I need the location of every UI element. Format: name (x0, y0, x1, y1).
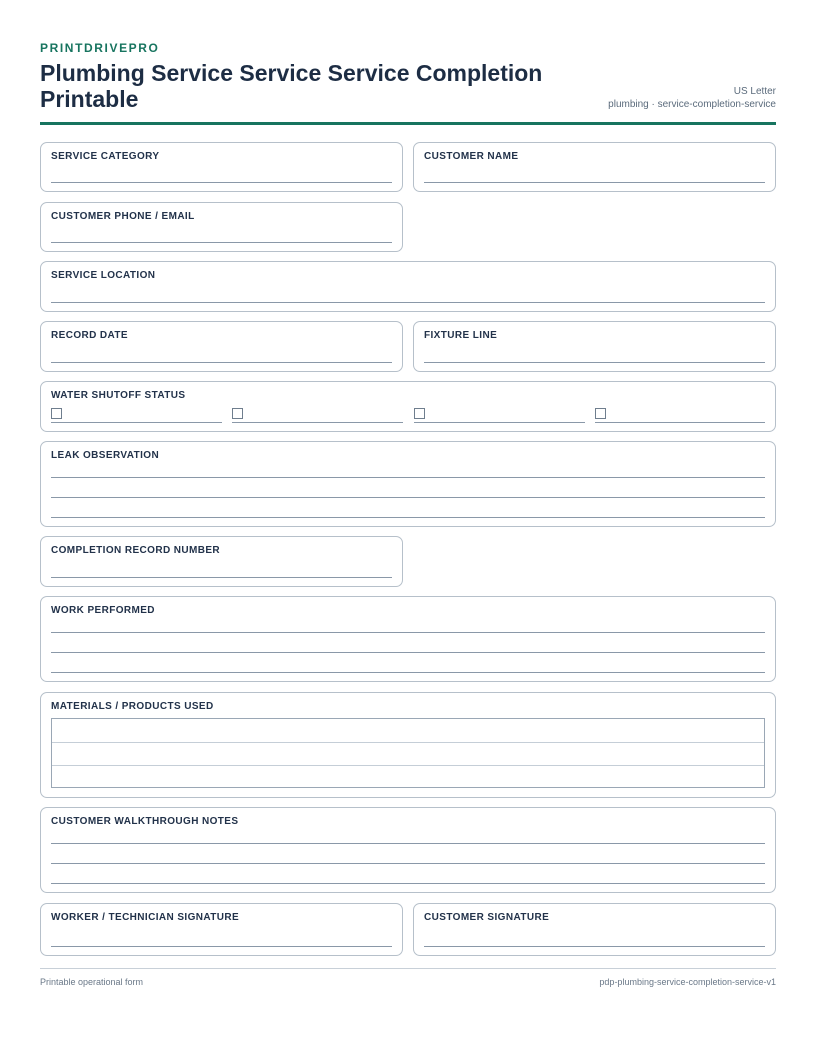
customer-signature-field[interactable] (413, 903, 776, 956)
fixture-line-field[interactable] (413, 321, 776, 372)
leak-observation-line-3[interactable] (51, 517, 765, 518)
checkbox-icon[interactable] (595, 408, 606, 419)
fixture-line-label: FIXTURE LINE (424, 330, 498, 341)
shutoff-option-3-line[interactable] (414, 422, 585, 423)
materials-table-row-divider (52, 742, 764, 743)
customer-name-label: CUSTOMER NAME (424, 151, 519, 162)
completion-record-number-label: COMPLETION RECORD NUMBER (51, 545, 221, 556)
service-category-line[interactable] (51, 182, 392, 183)
shutoff-option-3[interactable] (414, 408, 585, 424)
work-performed-label: WORK PERFORMED (51, 605, 155, 616)
customer-signature-line[interactable] (424, 946, 765, 947)
record-date-line[interactable] (51, 362, 392, 363)
leak-observation-line-1[interactable] (51, 477, 765, 478)
customer-signature-label: CUSTOMER SIGNATURE (424, 912, 550, 923)
checkbox-icon[interactable] (414, 408, 425, 419)
leak-observation-line-2[interactable] (51, 497, 765, 498)
materials-table[interactable] (51, 718, 765, 788)
checkbox-icon[interactable] (232, 408, 243, 419)
shutoff-option-2-line[interactable] (232, 422, 403, 423)
service-category-label: SERVICE CATEGORY (51, 151, 160, 162)
shutoff-option-1[interactable] (51, 408, 222, 424)
completion-record-number-line[interactable] (51, 577, 392, 578)
shutoff-option-4[interactable] (595, 408, 765, 424)
footer-left-text: Printable operational form (40, 977, 144, 987)
customer-walkthrough-notes-label: CUSTOMER WALKTHROUGH NOTES (51, 816, 239, 827)
document-meta (608, 85, 776, 111)
walkthrough-notes-line-3[interactable] (51, 883, 765, 884)
work-performed-line-3[interactable] (51, 672, 765, 673)
materials-products-used-label: MATERIALS / PRODUCTS USED (51, 701, 214, 712)
footer-rule (40, 968, 776, 969)
completion-record-number-field[interactable] (40, 536, 403, 587)
worker-signature-line[interactable] (51, 946, 392, 947)
customer-phone-email-line[interactable] (51, 242, 392, 243)
footer-form-id: pdp-plumbing-service-completion-service-v1 (599, 977, 776, 987)
water-shutoff-status-label: WATER SHUTOFF STATUS (51, 390, 186, 401)
checkbox-icon[interactable] (51, 408, 62, 419)
work-performed-field[interactable] (40, 596, 776, 682)
service-location-line[interactable] (51, 302, 765, 303)
walkthrough-notes-line-1[interactable] (51, 843, 765, 844)
customer-phone-email-label: CUSTOMER PHONE / EMAIL (51, 211, 195, 222)
customer-name-field[interactable] (413, 142, 776, 192)
materials-products-used-field (40, 692, 776, 798)
walkthrough-notes-line-2[interactable] (51, 863, 765, 864)
form-path: plumbing · service-completion-service (608, 99, 776, 110)
shutoff-option-4-line[interactable] (595, 422, 765, 423)
service-location-field[interactable] (40, 261, 776, 312)
leak-observation-field[interactable] (40, 441, 776, 527)
record-date-field[interactable] (40, 321, 403, 372)
work-performed-line-2[interactable] (51, 652, 765, 653)
shutoff-option-1-line[interactable] (51, 422, 222, 423)
customer-name-line[interactable] (424, 182, 765, 183)
shutoff-option-2[interactable] (232, 408, 403, 424)
leak-observation-label: LEAK OBSERVATION (51, 450, 160, 461)
worker-signature-label: WORKER / TECHNICIAN SIGNATURE (51, 912, 240, 923)
service-category-field[interactable] (40, 142, 403, 192)
service-location-label: SERVICE LOCATION (51, 270, 156, 281)
water-shutoff-status-field (40, 381, 776, 432)
paper-size: US Letter (733, 86, 776, 97)
record-date-label: RECORD DATE (51, 330, 128, 341)
work-performed-line-1[interactable] (51, 632, 765, 633)
worker-signature-field[interactable] (40, 903, 403, 956)
customer-phone-email-field[interactable] (40, 202, 403, 252)
page-title: Plumbing Service Service Service Completion Printable (40, 60, 543, 112)
customer-walkthrough-notes-field[interactable] (40, 807, 776, 893)
header-rule (40, 122, 776, 125)
fixture-line-line[interactable] (424, 362, 765, 363)
materials-table-row-divider (52, 765, 764, 766)
brand-name: PRINTDRIVEPRO (40, 41, 160, 55)
